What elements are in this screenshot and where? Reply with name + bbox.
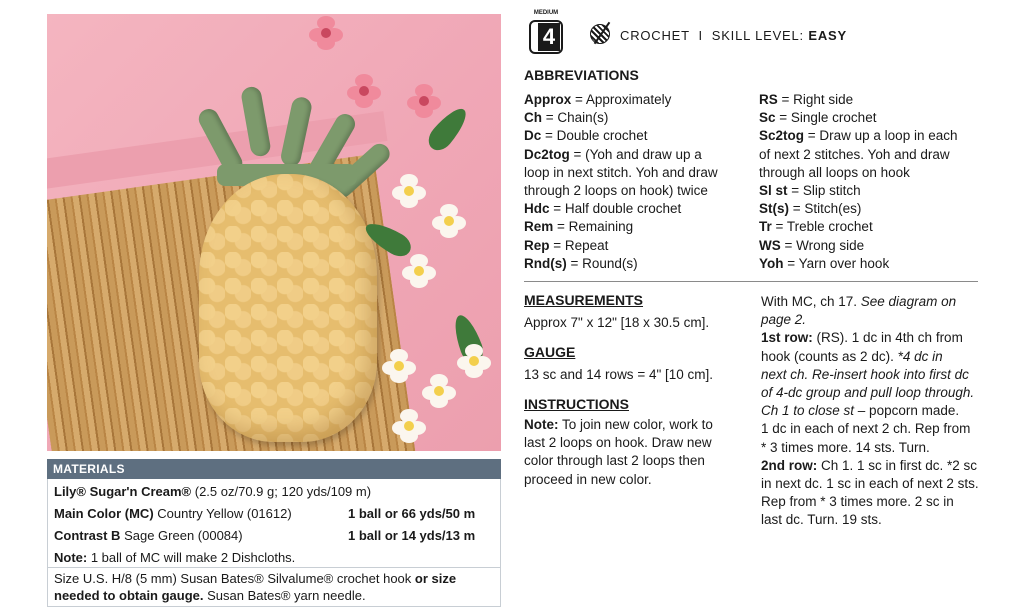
abbreviation-term: Rnd(s) (524, 255, 567, 271)
measurements-title: MEASUREMENTS (524, 292, 644, 308)
pattern-line: page 2. (761, 312, 807, 328)
pink-flower (407, 84, 441, 118)
abbreviation-term: St(s) (759, 201, 789, 217)
abbreviation-term: Sc2tog (759, 128, 805, 144)
abbreviation-term: Dc2tog (524, 146, 570, 162)
abbreviation-entry (759, 200, 958, 218)
abbreviation-term: Sc (759, 110, 776, 126)
pineapple-dishcloth (199, 174, 377, 442)
abbreviation-entry (524, 146, 718, 164)
abbreviation-entry (759, 127, 958, 145)
contrast-line: Contrast B Sage Green (00084) (54, 528, 243, 543)
white-flower (392, 174, 426, 208)
abbreviations-left-column (524, 91, 718, 273)
note-line: proceed in new color. (524, 471, 652, 487)
materials-note: Note: 1 ball of MC will make 2 Dishcloths. (54, 550, 296, 565)
abbreviation-entry (759, 164, 958, 182)
abbreviation-definition: = Right side (777, 92, 854, 107)
white-flower (392, 409, 426, 443)
hook-line-2: needed to obtain gauge. Susan Bates® yarn needle. (54, 588, 366, 603)
abbreviation-entry (524, 164, 718, 182)
craft-skill-line: CROCHET I SKILL LEVEL: EASY (620, 28, 847, 43)
abbreviation-definition: = Slip stitch (787, 183, 861, 199)
note-line: last 2 loops on hook. Draw new (524, 435, 712, 451)
abbreviation-term: Ch (524, 110, 542, 126)
note-line: color through last 2 loops then (524, 453, 705, 469)
abbreviation-term: Yoh (759, 255, 784, 271)
instructions-note (524, 416, 713, 489)
white-flower (382, 349, 416, 383)
pattern-line: in next dc. 1 sc in each of next 2 sts. (761, 476, 979, 492)
abbreviation-term: Rem (524, 219, 554, 235)
abbreviation-term: WS (759, 237, 781, 253)
abbreviation-term: Approx (524, 92, 572, 107)
gauge-text: 13 sc and 14 rows = 4" [10 cm]. (524, 367, 714, 382)
white-flower (422, 374, 456, 408)
abbreviation-term: Rep (524, 237, 550, 253)
pattern-line: of 4-dc group and pull loop through. (761, 385, 975, 401)
abbreviation-entry (759, 109, 958, 127)
abbreviation-term: Hdc (524, 201, 550, 217)
materials-divider (48, 567, 500, 568)
abbreviation-definition: through all loops on hook (759, 164, 910, 180)
abbreviation-definition: of next 2 stitches. Yoh and draw (759, 146, 950, 162)
pattern-line: * 3 times more. 14 sts. Turn. (761, 439, 930, 455)
instructions-title: INSTRUCTIONS (524, 396, 629, 412)
abbreviation-definition: loop in next stitch. Yoh and draw (524, 164, 718, 180)
abbreviation-definition: = Repeat (549, 237, 609, 253)
pattern-line: Ch 1 to close st – popcorn made. (761, 403, 960, 419)
abbreviation-entry (524, 109, 718, 127)
yarn-weight-label: MEDIUM (533, 10, 559, 16)
contrast-qty: 1 ball or 14 yds/13 m (348, 528, 476, 543)
abbreviation-entry (759, 91, 958, 109)
abbreviation-definition: through 2 loops on hook) twice (524, 183, 708, 199)
abbreviations-title: ABBREVIATIONS (524, 67, 639, 83)
abbreviation-entry (759, 146, 958, 164)
white-flower (432, 204, 466, 238)
white-flower (402, 254, 436, 288)
abbreviation-entry (524, 91, 718, 109)
abbreviation-definition: = Round(s) (566, 255, 638, 271)
section-divider (524, 281, 978, 282)
abbreviation-entry (524, 182, 718, 200)
main-color-qty: 1 ball or 66 yds/50 m (348, 506, 476, 521)
materials-header: MATERIALS (47, 459, 501, 479)
abbreviation-entry (524, 127, 718, 145)
pattern-line: 2nd row: Ch 1. 1 sc in first dc. *2 sc (761, 457, 978, 473)
abbreviation-definition: = Remaining (553, 219, 634, 235)
main-color-line: Main Color (MC) Country Yellow (01612) (54, 506, 292, 521)
abbreviation-definition: = Chain(s) (542, 110, 609, 126)
gauge-title: GAUGE (524, 344, 576, 360)
abbreviation-definition: = Draw up a loop in each (804, 128, 958, 144)
white-flower (457, 344, 491, 378)
hook-line-1: Size U.S. H/8 (5 mm) Susan Bates® Silvalume® crochet hook or size (54, 571, 457, 586)
pattern-line: next ch. Re-insert hook into first dc (761, 366, 969, 382)
abbreviation-definition: = Half double crochet (549, 201, 682, 217)
pattern-line: last dc. Turn. 19 sts. (761, 512, 882, 528)
pattern-line: 1st row: (RS). 1 dc in 4th ch from (761, 330, 963, 346)
abbreviation-entry (524, 200, 718, 218)
abbreviation-definition: = Wrong side (780, 237, 865, 253)
abbreviation-definition: = (Yoh and draw up a (569, 146, 702, 162)
abbreviation-entry (524, 255, 718, 273)
abbreviation-term: Sl st (759, 183, 788, 199)
pattern-line: 1 dc in each of next 2 ch. Rep from (761, 421, 971, 437)
measurements-text: Approx 7" x 12" [18 x 30.5 cm]. (524, 315, 710, 330)
abbreviation-term: RS (759, 92, 778, 107)
abbreviation-entry (759, 182, 958, 200)
abbreviation-entry (524, 218, 718, 236)
abbreviations-right-column (759, 91, 958, 273)
abbreviation-definition: = Stitch(es) (789, 201, 862, 217)
abbreviation-entry (759, 237, 958, 255)
abbreviation-definition: = Treble crochet (771, 219, 873, 235)
abbreviation-entry (759, 218, 958, 236)
abbreviation-definition: = Single crochet (775, 110, 877, 126)
note-line: Note: To join new color, work to (524, 417, 713, 432)
abbreviation-entry (524, 237, 718, 255)
pink-flower (347, 74, 381, 108)
yarn-line: Lily® Sugar'n Cream® (2.5 oz/70.9 g; 120 yds/109 m) (54, 484, 372, 499)
product-photo (47, 14, 501, 451)
abbreviation-definition: = Approximately (571, 92, 672, 107)
pattern-line: With MC, ch 17. See diagram on (761, 294, 957, 309)
materials-box (47, 479, 501, 607)
abbreviation-entry (759, 255, 958, 273)
abbreviation-term: Dc (524, 128, 542, 144)
abbreviation-definition: = Yarn over hook (783, 255, 890, 271)
pattern-line: hook (counts as 2 dc). *4 dc in (761, 348, 943, 364)
pink-flower (309, 16, 343, 50)
yarn-weight-number: 4 (538, 23, 560, 51)
pattern-line: Rep from * 3 times more. 2 sc in (761, 494, 954, 510)
pattern-instructions (761, 293, 986, 530)
abbreviation-term: Tr (759, 219, 772, 235)
abbreviation-definition: = Double crochet (541, 128, 648, 144)
